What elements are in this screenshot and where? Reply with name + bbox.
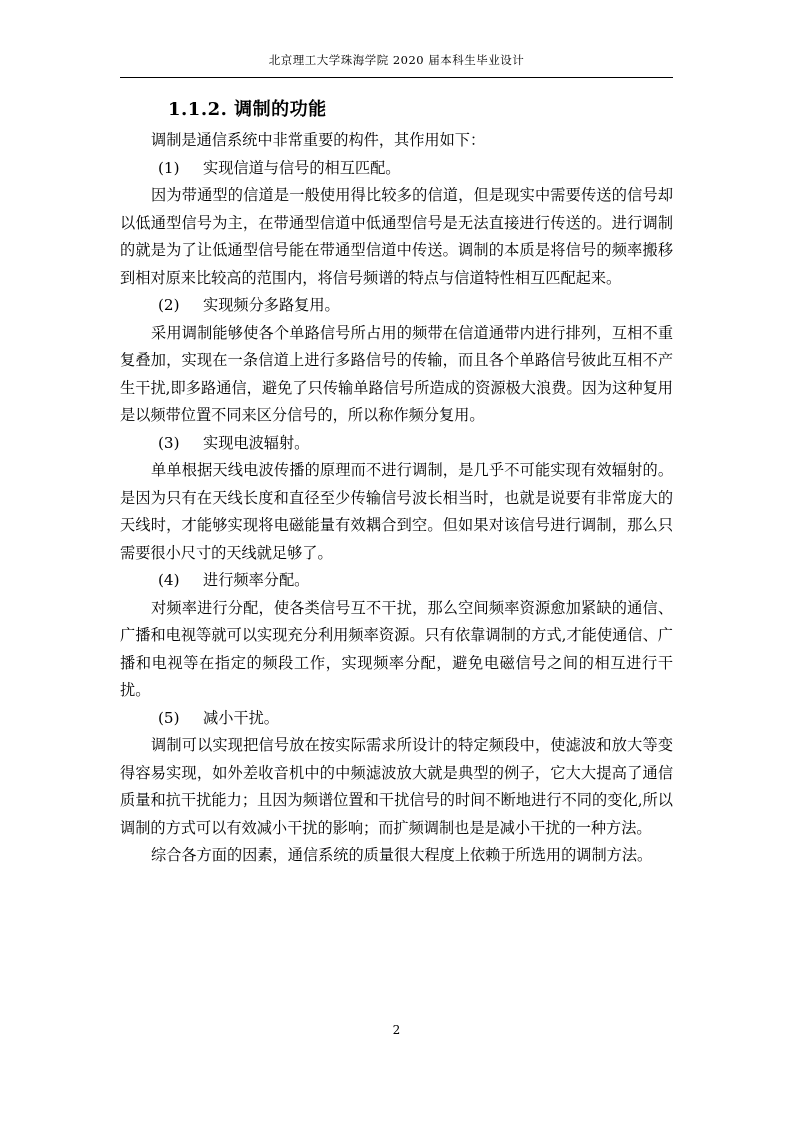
intro-paragraph: 调制是通信系统中非常重要的构件，其作用如下： xyxy=(151,131,486,149)
header-rule xyxy=(120,77,673,78)
list-item-title: 进行频率分配。 xyxy=(203,571,310,589)
page-header: 北京理工大学珠海学院 2020 届本科生毕业设计 xyxy=(268,53,525,67)
page-number: 2 xyxy=(392,1023,401,1037)
paragraph-2: 采用调制能够使各个单路信号所占用的频带在信道通带内进行排列，互相不重复叠加，实现在一条信道上进行多路信号的传输，而且各个单路信号彼此互相不产生干扰,即多路通信，避免了只传输单路信号所造成的资源极大浪费。因为这种复用是以频带位置不同来区分信号的，所以称作频分复用。 xyxy=(120,323,673,424)
list-item-4 xyxy=(120,567,673,595)
body-text xyxy=(120,127,673,870)
paragraph-5: 调制可以实现把信号放在按实际需求所设计的特定频段中，使滤波和放大等变得容易实现，如外差收音机中的中频滤波放大就是典型的例子，它大大提高了通信质量和抗干扰能力；且因为频谱位置和干扰信号的时间不断地进行不同的变化,所以调制的方式可以有效减小干扰的影响；而扩频调制也是是减小干扰的一种方法。 xyxy=(120,736,673,837)
paragraph-1: 因为带通型的信道是一般使用得比较多的信道，但是现实中需要传送的信号却以低通型信号为主，在带通型信道中低通型信号是无法直接进行传送的。进行调制的就是为了让低通型信号能在带通型信道中传送。调制的本质是将信号的频率搬移到相对原来比较高的范围内，将信号频谱的特点与信道特性相互匹配起来。 xyxy=(120,186,673,287)
list-item-number: (1) xyxy=(158,158,180,177)
paragraph-3: 单单根据天线电波传播的原理而不进行调制，是几乎不可能实现有效辐射的。是因为只有在天线长度和直径至少传输信号波长相当时，也就是说要有非常庞大的天线时，才能够实现将电磁能量有效耦合到空。但如果对该信号进行调制，那么只需要很小尺寸的天线就足够了。 xyxy=(120,461,673,562)
list-item-number: (3) xyxy=(158,433,180,452)
list-item-title: 实现电波辐射。 xyxy=(203,433,310,452)
list-item-1 xyxy=(120,155,673,183)
paragraph-4: 对频率进行分配，使各类信号互不干扰，那么空间频率资源愈加紧缺的通信、广播和电视等就可以实现充分利用频率资源。只有依靠调制的方式,才能使通信、广播和电视等在指定的频段工作，实现频率分配，避免电磁信号之间的相互进行干扰。 xyxy=(120,598,673,699)
section-title: 调制的功能 xyxy=(234,99,327,120)
conclusion-paragraph: 综合各方面的因素，通信系统的质量很大程度上依赖于所选用的调制方法。 xyxy=(151,846,653,864)
list-item-title: 实现频分多路复用。 xyxy=(203,296,340,314)
list-item-title: 减小干扰。 xyxy=(203,708,279,727)
list-item-2 xyxy=(120,292,673,320)
list-item-number: (2) xyxy=(158,296,180,314)
section-heading xyxy=(168,95,327,121)
list-item-number: (4) xyxy=(158,571,180,589)
list-item-3 xyxy=(120,430,673,458)
list-item-title: 实现信道与信号的相互匹配。 xyxy=(203,158,401,177)
list-item-number: (5) xyxy=(158,708,180,727)
section-number: 1.1.2. xyxy=(168,99,228,120)
list-item-5 xyxy=(120,705,673,733)
